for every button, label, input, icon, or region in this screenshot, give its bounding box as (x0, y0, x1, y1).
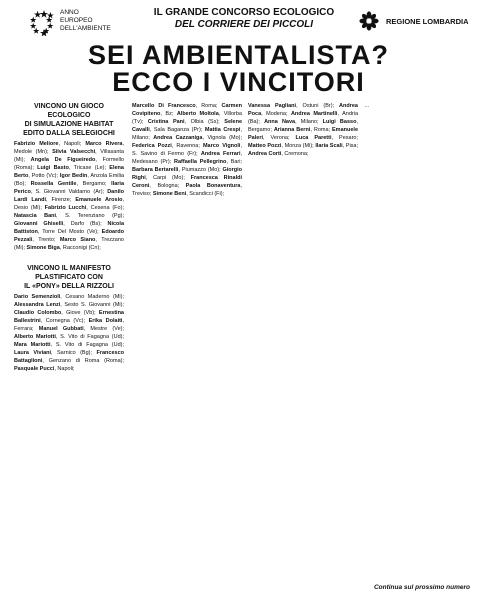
winner-place: Medole (Mn) (14, 149, 47, 155)
winner-place: Vignola (Mo) (207, 135, 241, 141)
winner-name: Francesco Battaglioni (14, 350, 124, 364)
winner-place: Ravenna (176, 143, 199, 149)
winners-column (14, 102, 124, 373)
winner-place: S. Vito di Fagagna (Ud) (60, 334, 123, 340)
winner-name: Ilaria Perico (14, 181, 124, 195)
winner-name: Alessandra Lenzi (14, 302, 61, 308)
winner-name: Silvia Valsecchi (52, 149, 96, 155)
winner-name: Nicola Battiston (14, 221, 125, 235)
winner-entry: Simone Beni, Scandicci (Fi); (152, 191, 225, 197)
winner-place: Roma (201, 103, 216, 109)
winner-entry: Erika Dolaiti, Ferrara; (14, 318, 124, 332)
winner-place: Scandicci (Fi) (189, 191, 223, 197)
winner-place: S. Terenziano (Pg) (65, 213, 123, 219)
eu-stars-ring (30, 10, 54, 36)
winner-place: Roma (313, 127, 329, 133)
winner-place: Cremona (284, 151, 307, 157)
winner-place: Formello (Roma) (14, 157, 124, 171)
winner-entry: Andrea Corti, Cremona; (248, 151, 309, 157)
winner-place: Bz (165, 111, 172, 117)
winner-place: Cornegna (Vc) (45, 318, 84, 324)
winner-place: Sala Baganza (Pr) (153, 127, 201, 133)
winner-name: Matteo Pozzi (248, 143, 282, 149)
winner-name: Andrea Corti (248, 151, 282, 157)
winner-place: Desio (Mi) (14, 205, 41, 211)
winner-name: Emanuele Paleri (248, 127, 358, 141)
winner-name: Giovanni Ghiselli (14, 221, 64, 227)
winner-name: Simone Beni (152, 191, 187, 197)
winner-name: Mattia Crespi (204, 127, 241, 133)
winner-name: Andrea Ferrari (200, 151, 241, 157)
winner-name: Cristina Pani (147, 119, 185, 125)
winner-place: Andria (Ba) (248, 111, 359, 125)
winner-name: Marco Vignoli (202, 143, 241, 149)
winner-entry: Ilaria Perico, S. Giovanni Valdarno (Ar); (14, 181, 124, 195)
winner-place: Sarnico (Bg) (57, 350, 91, 356)
section-title-line: PLASTIFICATO CON (35, 274, 103, 281)
winner-name: Danilo Lardi Landi (14, 189, 124, 203)
winner-entry: Andrea Cazzaniga, Vignola (Mo); (153, 135, 242, 141)
winner-place: Bologna (157, 183, 178, 189)
winner-name: Luigi Basto (37, 165, 69, 171)
winner-entry: Francesco Battaglioni, Genzano di Roma (Roma); (14, 350, 124, 364)
winner-entry: Arianna Berni, Roma; (273, 127, 333, 133)
winner-entry: Alessandra Lenzi, Sesto S. Giovanni (Mi); (14, 302, 124, 308)
winner-entry: Fabrizio Meliore, Napoli; (14, 141, 86, 147)
winner-place: Sesto S. Giovanni (Mi) (64, 302, 123, 308)
winner-place: S. Giovanni Valdarno (Ar) (35, 189, 103, 195)
winner-place: Genzano di Roma (Roma) (48, 358, 123, 364)
winner-entry: Federica Pozzi, Ravenna; (132, 143, 203, 149)
winner-name: Fabrizio Lucchi (44, 205, 87, 211)
winner-name: Carmen Covipiteno (132, 103, 242, 117)
region-rose-icon (358, 10, 380, 32)
winner-entry: Dario Semenzioli, Cesano Maderno (Mi); (14, 294, 124, 300)
winner-list (14, 140, 124, 252)
winner-name: Erika Dolaiti (88, 318, 123, 324)
winner-name: Ernestina Ballestrini (14, 310, 124, 324)
winner-place: Verona (270, 135, 288, 141)
winner-entry: Natascia Bani, S. Terenziano (Pg); (14, 213, 124, 219)
winner-place: Pesaro (339, 135, 357, 141)
winner-place: Racconigi (Cn) (62, 245, 100, 251)
winner-place: Monza (Mi) (284, 143, 313, 149)
winner-place: Bari (230, 159, 241, 165)
winner-place: Napoli (57, 366, 74, 372)
winner-entry: Ernestina Ballestrini, Cornegna (Vc); (14, 310, 124, 324)
kicker-line: IL GRANDE CONCORSO ECOLOGICO (153, 7, 335, 18)
winner-name: Mara Mariotti (14, 342, 51, 348)
winner-name: Francesca Rinaldi Ceroni (132, 175, 242, 189)
winner-place: Trento (38, 237, 54, 243)
section-title-line: EDITO DALLA SELEGIOCHI (23, 130, 115, 137)
winner-place: Ostuni (Br) (302, 103, 333, 109)
winner-name: Vanessa Pagliani (248, 103, 297, 109)
section-title (14, 102, 124, 138)
winner-place: Milano (300, 119, 317, 125)
winner-name: Marco Siano (59, 237, 96, 243)
winner-name: Giorgio Righi (132, 167, 243, 181)
winner-name: Andrea Poca (248, 103, 358, 117)
eu-year-line: ANNO EUROPEO (60, 9, 93, 24)
winner-entry: Giorgio Righi, Carpi (Mo); (132, 167, 243, 181)
winner-entry: Alberto Moltola, Villorba (Tv); (132, 111, 242, 125)
winner-name: Luca Paretti (295, 135, 332, 141)
winner-place: S. Savino di Fermo (Fr) (132, 151, 197, 157)
winner-entry: Vanessa Pagliani, Ostuni (Br); (248, 103, 340, 109)
winner-entry: Carmen Covipiteno, Bz; (132, 103, 242, 117)
winner-place: Villorba (Tv) (132, 111, 242, 125)
section-title-line: IL «PONY» DELLA RIZZOLI (24, 283, 114, 290)
winner-name: Raffaella Pellegrino (174, 159, 227, 165)
eu-year-line: DELL'AMBIENTE (60, 25, 111, 32)
winner-name: Natascia Bani (14, 213, 57, 219)
winner-entry: Emanuele Paleri, Verona; (248, 127, 358, 141)
winner-entry: Francesca Rinaldi Ceroni, Bologna; (132, 175, 242, 189)
winner-name: Paola Bonaventura (185, 183, 241, 189)
section-title-line: DI SIMULAZIONE HABITAT (24, 121, 114, 128)
winner-place: S. Vito di Fagagna (Ud) (55, 342, 123, 348)
winner-entry: Barbara Bertarelli, Piumazzo (Mo); (132, 167, 223, 173)
winner-name: Ilaria Scali (315, 143, 343, 149)
section-title-line: VINCONO UN GIOCO ECOLOGICO (33, 103, 104, 119)
winner-name: Rossella Gentile (30, 181, 77, 187)
continued-note: Continua sul prossimo numero (373, 584, 470, 591)
winner-entry: Marco Vignoli, S. Savino di Fermo (Fr); (132, 143, 242, 157)
winner-place: Darfo (Bs) (70, 221, 101, 227)
winner-list (14, 293, 124, 373)
winner-place: Carpi (Mo) (153, 175, 184, 181)
section-title-line: VINCONO IL MANIFESTO (27, 265, 111, 272)
winner-entry: Angela De Figueiredo, Formello (Roma); (14, 157, 124, 171)
winner-name: Marco Rivera (85, 141, 123, 147)
section-title (14, 264, 124, 291)
winner-entry: Danilo Lardi Landi, Firenze; (14, 189, 124, 203)
winner-name: Fabrizio Meliore (14, 141, 59, 147)
winner-place: Olbia (Ss) (190, 119, 219, 125)
winner-place: Bergamo (248, 127, 271, 133)
continuation-marker: … (364, 103, 370, 109)
winner-entry: Matteo Pozzi, Monza (Mi); (248, 143, 316, 149)
winner-entry: Simone Biga, Racconigi (Cn); (26, 245, 101, 251)
winner-place: Piumazzo (Mo) (181, 167, 220, 173)
winner-place: Bergamo (82, 181, 105, 187)
headline (0, 42, 477, 96)
winner-name: Marcello Di Francesco (132, 103, 196, 109)
winner-place: Cesena (Fo) (90, 205, 123, 211)
winner-place: Treviso (132, 191, 150, 197)
kicker-line: DEL CORRIERE DEI PICCOLI (174, 19, 314, 30)
winner-name: Alberto Mariotti (14, 334, 56, 340)
winner-entry: Marco Siano, Trezzano (Mi); (14, 237, 124, 251)
winner-place: Pisa (345, 143, 357, 149)
winner-place: Potto (Vc) (31, 173, 57, 179)
winner-entry: Marco Rivera, Medole (Mn); (14, 141, 124, 155)
eu-year-label (60, 9, 112, 33)
headline-line: ECCO I VINCITORI (112, 67, 365, 97)
winner-entry: Elena Berto, Potto (Vc); (14, 165, 124, 179)
winner-place: Trezzano (Mi) (14, 237, 124, 251)
winner-entry: Marcello Di Francesco, Roma; (132, 103, 222, 109)
region-rose-center (367, 19, 371, 23)
winner-entry: Luigi Basto, Tricase (Le); (37, 165, 110, 171)
winner-place: Giove (Vb) (66, 310, 95, 316)
winner-entry: Nicola Battiston, Torre Del Mosto (Ve); (14, 221, 125, 235)
winner-entry: Andrea Martinelli, Andria (Ba); (248, 111, 359, 125)
winner-entry: Laura Viviani, Sarnico (Bg); (14, 350, 97, 356)
winner-entry: Mattia Crespi, Milano; (132, 127, 242, 141)
winners-column (248, 102, 358, 158)
winner-entry: Giovanni Ghiselli, Darfo (Bs); (14, 221, 108, 227)
winner-entry: Luca Paretti, Pesaro; (295, 135, 358, 141)
winner-entry: Mara Mariotti, S. Vito di Fagagna (Ud); (14, 342, 124, 348)
winner-list (132, 102, 242, 198)
winner-name: Manuel Gubbati (38, 326, 84, 332)
winner-name: Angela De Figueiredo (30, 157, 96, 163)
winner-entry: Ilaria Scali, Pisa; (315, 143, 359, 149)
winner-name: Selene Cavalli (132, 119, 243, 133)
winner-entry: Andrea Poca, Modena; (248, 103, 358, 117)
winner-entry: Silvia Valsecchi, Villasanta (Mi); (14, 149, 124, 163)
winner-entry: Andrea Ferrari, Medesano (Pr); (132, 151, 243, 165)
winner-place: Villasanta (Mi) (14, 149, 124, 163)
winner-place: Tricase (Le) (73, 165, 105, 171)
winner-entry: Alberto Mariotti, S. Vito di Fagagna (Ud); (14, 334, 125, 340)
winner-entry: Selene Cavalli, Sala Baganza (Pr); (132, 119, 243, 133)
winner-name: Simone Biga (26, 245, 60, 251)
winner-name: Pasquale Pucci (14, 366, 55, 372)
headline-line: SEI AMBIENTALISTA? (88, 40, 389, 70)
contest-kicker (128, 7, 360, 31)
winner-list (248, 102, 358, 158)
page-header (0, 0, 477, 97)
region-block (358, 10, 470, 34)
winners-column (364, 102, 474, 110)
winner-entry: Fabrizio Lucchi, Cesena (Fo); (44, 205, 124, 211)
winner-place: Napoli (64, 141, 80, 147)
winner-name: Claudio Colombo (14, 310, 62, 316)
winner-entry: Manuel Gubbati, Mestre (Ve); (38, 326, 124, 332)
winner-name: Elena Berto (14, 165, 124, 179)
winner-name: Edoardo Pezzali (14, 229, 124, 243)
region-name: REGIONE LOMBARDIA (386, 17, 469, 26)
winner-entry: Pasquale Pucci, Napoli; (14, 366, 75, 372)
winner-place: Medesano (Pr) (132, 159, 170, 165)
winner-place: Ferrara (14, 326, 33, 332)
winner-name: Andrea Cazzaniga (153, 135, 203, 141)
winner-place: Firenze (51, 197, 70, 203)
winner-entry: Cristina Pani, Olbia (Ss); (147, 119, 225, 125)
winner-place: Anzola Emilia (Bo) (14, 173, 125, 187)
winner-entry: Edoardo Pezzali, Trento; (14, 229, 124, 243)
winner-entry: Igor Bedin, Anzola Emilia (Bo); (14, 173, 125, 187)
winner-name: Luigi Basso (322, 119, 357, 125)
winner-entry: Luigi Basso, Bergamo; (248, 119, 358, 133)
winner-place: Cesano Maderno (Mi) (65, 294, 123, 300)
winner-place: Torre Del Mosto (Ve) (42, 229, 98, 235)
winner-name: Barbara Bertarelli (132, 167, 179, 173)
winner-place: Milano (132, 135, 149, 141)
winner-name: Andrea Martinelli (290, 111, 338, 117)
winner-name: Federica Pozzi (132, 143, 172, 149)
winner-name: Laura Viviani (14, 350, 52, 356)
winner-name: Emanuele Arosio (75, 197, 123, 203)
winner-entry: Emanuele Arosio, Desio (Mi); (14, 197, 124, 211)
winner-name: Dario Semenzioli (14, 294, 61, 300)
winner-name: Igor Bedin (59, 173, 88, 179)
winner-entry: Rossella Gentile, Bergamo; (30, 181, 112, 187)
winner-place: Mestre (Ve) (90, 326, 123, 332)
winner-name: Anna Nava (264, 119, 296, 125)
winner-entry: Raffaella Pellegrino, Bari; (174, 159, 242, 165)
eu-stars-icon (30, 8, 58, 36)
winner-entry: Claudio Colombo, Giove (Vb); (14, 310, 99, 316)
winners-column (132, 102, 242, 198)
winner-entry: Anna Nava, Milano; (264, 119, 323, 125)
winner-name: Alberto Moltola (176, 111, 219, 117)
winner-entry: Paola Bonaventura, Treviso; (132, 183, 242, 197)
winner-name: Arianna Berni (273, 127, 311, 133)
winner-place: Modena (266, 111, 286, 117)
